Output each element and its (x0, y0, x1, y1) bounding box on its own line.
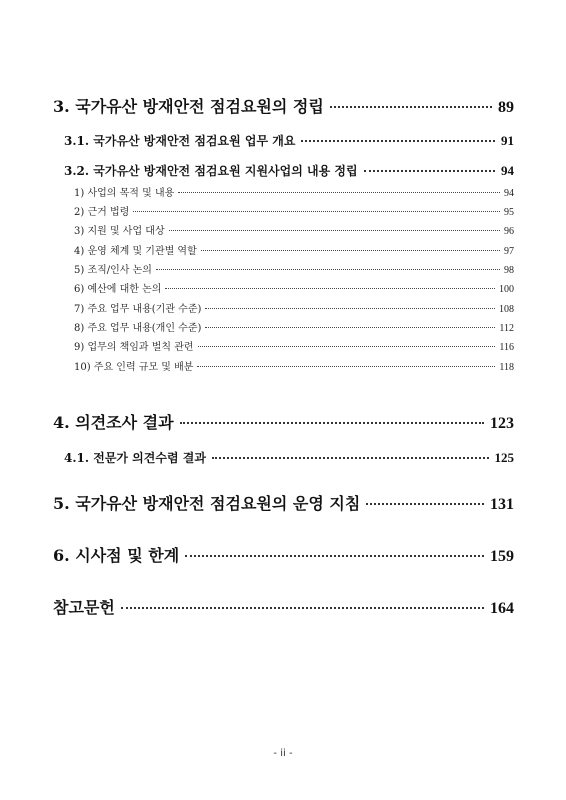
toc-entry-label: 7) 주요 업무 내용(기관 수준) (74, 304, 202, 315)
page-number: - ii - (273, 748, 293, 759)
dot-leader (212, 457, 489, 459)
dot-leader (178, 192, 500, 193)
toc-entry-page: 100 (499, 284, 514, 295)
toc-entry-sec3-1[interactable] (64, 132, 514, 149)
toc-subentry[interactable] (74, 261, 514, 276)
dot-leader (205, 308, 495, 309)
toc-entry-label: 4) 운영 체계 및 기관별 역할 (74, 246, 197, 257)
toc-entry-page: 91 (501, 133, 514, 148)
toc-subentry[interactable] (74, 203, 514, 218)
toc-entry-label: 3. 국가유산 방재안전 점검요원의 정립 (53, 97, 324, 116)
toc-entry-label: 4.1. 전문가 의견수렴 결과 (64, 451, 206, 465)
toc-entry-sec4-1[interactable] (64, 449, 514, 466)
toc-entry-sec3-2[interactable] (64, 162, 514, 179)
toc-entry-sec4[interactable] (53, 410, 514, 433)
dot-leader (330, 106, 492, 108)
dot-leader (180, 422, 484, 424)
toc-entry-references[interactable] (53, 595, 514, 618)
dot-leader (198, 346, 496, 347)
toc-entry-label: 3.1. 국가유산 방재안전 점검요원 업무 개요 (64, 134, 296, 148)
toc-entry-label: 5) 조직/인사 논의 (74, 265, 152, 276)
dot-leader (156, 269, 500, 270)
dot-leader (165, 288, 495, 289)
toc-entry-page: 112 (499, 323, 514, 334)
toc-entry-page: 97 (504, 246, 514, 257)
toc-entry-page: 108 (499, 304, 514, 315)
toc-entry-page: 131 (490, 496, 514, 513)
toc-entry-label: 6. 시사점 및 한계 (53, 546, 180, 565)
toc-entry-page: 94 (504, 188, 514, 199)
toc-entry-page: 89 (498, 99, 514, 116)
toc-subentry[interactable] (74, 319, 514, 334)
dot-leader (169, 230, 500, 231)
dot-leader (121, 607, 484, 609)
toc-entry-page: 123 (490, 415, 514, 432)
toc-subentry[interactable] (74, 222, 514, 237)
toc-entry-label: 9) 업무의 책임과 벌칙 관련 (74, 342, 194, 353)
toc-entry-page: 94 (501, 163, 514, 178)
toc-entry-label: 8) 주요 업무 내용(개인 수준) (74, 323, 202, 334)
toc-entry-page: 116 (499, 342, 514, 353)
dot-leader (197, 366, 495, 367)
toc-entry-sec6[interactable] (53, 543, 514, 566)
toc-entry-page: 118 (499, 362, 514, 373)
toc-entry-label: 3) 지원 및 사업 대상 (74, 226, 165, 237)
dot-leader (133, 211, 500, 212)
toc-entry-label: 1) 사업의 목적 및 내용 (74, 188, 175, 199)
toc-subentry[interactable] (74, 242, 514, 257)
toc-subentry[interactable] (74, 358, 514, 373)
dot-leader (205, 327, 495, 328)
dot-leader (364, 170, 495, 172)
toc-subentry[interactable] (74, 280, 514, 295)
toc-entry-page: 164 (490, 600, 514, 617)
toc-entry-page: 98 (504, 265, 514, 276)
toc-subentry[interactable] (74, 300, 514, 315)
toc-entry-page: 125 (494, 450, 514, 465)
toc-entry-sec3[interactable] (53, 94, 514, 117)
toc-entry-label: 5. 국가유산 방재안전 점검요원의 운영 지침 (53, 494, 361, 513)
toc-entry-label: 2) 근거 법령 (74, 207, 130, 218)
dot-leader (185, 555, 484, 557)
toc-entry-page: 96 (504, 226, 514, 237)
toc-entry-page: 159 (490, 548, 514, 565)
toc-entry-sec5[interactable] (53, 491, 514, 514)
toc-entry-label: 6) 예산에 대한 논의 (74, 284, 162, 295)
toc-subentry[interactable] (74, 338, 514, 353)
dot-leader (366, 503, 484, 505)
toc-entry-label: 10) 주요 인력 규모 및 배분 (74, 362, 194, 373)
toc-entry-page: 95 (504, 207, 514, 218)
toc-entry-label: 참고문헌 (53, 598, 115, 617)
toc-entry-label: 3.2. 국가유산 방재안전 점검요원 지원사업의 내용 정립 (64, 164, 358, 178)
toc-entry-label: 4. 의견조사 결과 (53, 413, 174, 432)
dot-leader (201, 250, 500, 251)
toc-subentry[interactable] (74, 184, 514, 199)
dot-leader (301, 140, 495, 142)
